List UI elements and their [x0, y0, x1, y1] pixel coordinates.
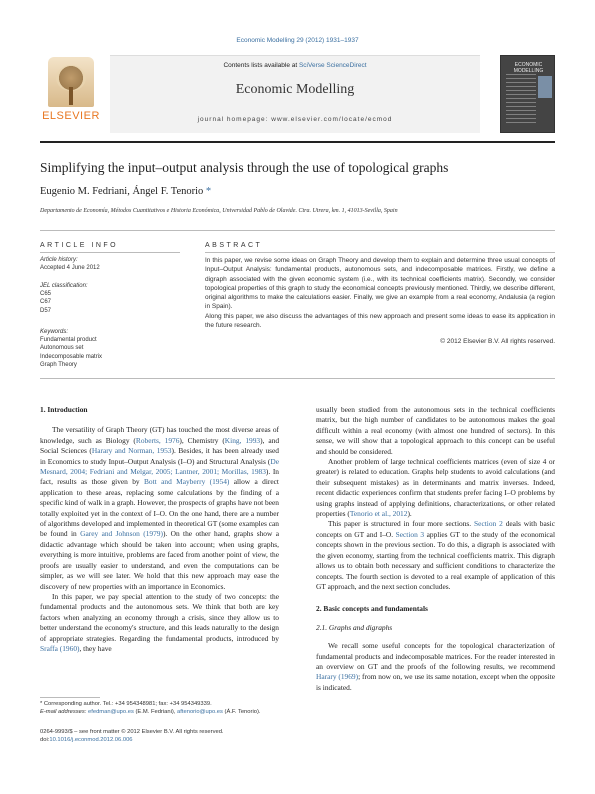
cover-title: ECONOMIC MODELLING	[513, 62, 544, 74]
paper-title: Simplifying the input–output analysis through the use of topological graphs	[40, 160, 449, 175]
page-footer	[40, 728, 320, 744]
citation-link[interactable]: Sraffa (1960)	[40, 643, 80, 653]
section-heading: 2. Basic concepts and fundamentals	[316, 604, 428, 614]
keywords-label: Keywords:	[40, 329, 69, 335]
masthead-banner	[110, 55, 480, 133]
citation-link[interactable]: Tenorio et al., 2012	[349, 509, 408, 519]
jel-label: JEL classification:	[40, 283, 88, 289]
abstract-heading: ABSTRACT	[205, 242, 263, 249]
paragraph: usually been studied from the autonomous sets in the technical coefficients matrix, but the high number of candidates to be autonomous makes the goal difficult within a real economy (with almost one hundred of sectors). In this sense, we will show that a topological approach to this concept can be useful and should be considered.	[316, 405, 555, 456]
citation-link[interactable]: King, 1993	[224, 435, 261, 445]
masthead	[40, 55, 555, 137]
citation-link[interactable]: Bott and Mayberry (1954)	[144, 477, 230, 487]
paragraph: In this paper, we pay special attention to the study of two concepts: the fundamental products and the autonomous sets. We think that both are key factors when analyzing an economy through a crisis, since they allow us to better understand the economy's structure, and this leads naturally to the design of appropriate strategies. Regarding the fundamental products, introduced by Sraffa (1960), they have	[40, 591, 279, 653]
jel-code: C65	[40, 291, 52, 298]
citation-link[interactable]: Roberts, 1976	[135, 435, 180, 445]
email-line: E-mail addresses: efedman@upo.es (E.M. Fedriani), aftenorio@upo.es (Á.F. Tenorio).	[40, 709, 261, 715]
section-link[interactable]: Section 3	[395, 529, 425, 539]
contents-prefix: Contents lists available at	[223, 62, 299, 69]
keyword: Fundamental product	[40, 337, 97, 344]
citation-link[interactable]: Harary (1969)	[316, 672, 359, 682]
section-link[interactable]: Section 2	[474, 519, 503, 529]
history-value: Accepted 4 June 2012	[40, 265, 100, 272]
corresponding-author-note: * Corresponding author. Tel.: +34 954348981; fax: +34 954349339.	[40, 701, 212, 707]
keyword: Graph Theory	[40, 361, 77, 368]
email-link[interactable]: aftenorio@upo.es	[177, 709, 223, 715]
abstract-text-2: Along this paper, we also discuss the advantages of this new approach and present some ideas to ease its application in the future research.	[205, 312, 555, 330]
citation-link[interactable]: Garey and Johnson (1979)	[80, 529, 163, 539]
affiliation: Departamento de Economía, Métodos Cuantitativos e Historia Económica, Universidad Pablo de Olavide. Ctra. Utrera, km. 1, 41013-Sevilla, Spain	[40, 208, 398, 214]
section-heading: 1. Introduction	[40, 405, 88, 414]
journal-reference[interactable]: Economic Modelling 29 (2012) 1931–1937	[236, 37, 359, 44]
subsection-heading: 2.1. Graphs and digraphs	[316, 622, 393, 632]
keyword: Indecomposable matrix	[40, 353, 103, 360]
paragraph: The versatility of Graph Theory (GT) has touched the most diverse areas of knowledge, such as Biology (Roberts, 1976), Chemistry (King, 1993), and Social Sciences (Harary and Norman, 1953). Besides, it has been already used in Economics to study Input–Output Analysis (I–O) and Structural Analysis (De Mesnard, 2004; Fedriani and Melgar, 2005; Lantner, 2001; Morillas, 1983). In fact, results as those given by Bott and Mayberry (1954) allow a direct application to these areas, replacing some calculations by the finding of a specific kind of walk in a graph. However, the prospects of graphs have not been totally exploited yet in the context of I–O. On the one hand, there are a number of algorithms developed and implemented in theoretical GT (some examples can be found in Garey and Johnson (1979)). On the other hand, graphs show a didactic advantage which should be taken into account; when using graphs, everything is more intuitive, problems are faced from another point of view, the proofs are usually easier to understand, and even the computations can be simpler, as we will see later. We hold that this new approach may ease the discovery of new properties with an importance in Economics.	[40, 425, 280, 591]
paragraph: This paper is structured in four more sections. Section 2 deals with basic concepts on GT and I–O. Section 3 applies GT to the study of the economical concepts shown in the previous section. To do this, a digraph is associated with the given economy, starting from the technical coefficients matrix. This digraph allows us to obtain both necessary and sufficient conditions to characterize the concepts. The fourth section is devoted to a real example of application of this GT approach, and the next section concludes.	[316, 519, 555, 591]
journal-cover[interactable]	[500, 55, 555, 133]
header-divider	[40, 141, 555, 143]
jel-code: D57	[40, 307, 52, 314]
abstract-heading-rule	[205, 252, 555, 253]
abstract-copyright: © 2012 Elsevier B.V. All rights reserved.	[440, 338, 555, 345]
citation-link[interactable]: Harary and Norman, 1953	[91, 446, 172, 456]
keywords	[40, 328, 180, 369]
jel-code: C67	[40, 299, 52, 306]
paragraph: Another problem of large technical coefficients matrices (even of size 4 or greater) is related to education. Graphs help students to avoid calculations (and their subsequent mistakes) as in determinants and matrix inverses. Indeed, recent didactic experiences confirm that students prefer facing I–O problems by using graphs instead of applying definitions, characterizations, or other related properties (Tenorio et al., 2012).	[316, 457, 555, 519]
issn-line: 0264-9993/$ – see front matter © 2012 Elsevier B.V. All rights reserved.	[40, 729, 224, 735]
contents-line	[110, 62, 480, 69]
doi-link[interactable]: 10.1016/j.econmod.2012.06.006	[49, 737, 133, 743]
journal-homepage[interactable]: journal homepage: www.elsevier.com/locate/ecmod	[197, 116, 393, 123]
info-top-divider	[40, 230, 555, 231]
tree-icon	[48, 57, 94, 107]
paragraph: We recall some useful concepts for the topological characterization of fundamental products and indecomposable matrices. For the reader interested in an overview on GT and the proofs of the following results, we recommend Harary (1969); from now on, we use its same notation, except when the opposite is indicated.	[316, 641, 555, 692]
publisher-name: ELSEVIER	[42, 110, 100, 122]
keyword: Autonomous set	[40, 345, 84, 352]
body-top-divider	[40, 378, 555, 379]
email-link[interactable]: efedman@upo.es	[88, 709, 134, 715]
article-history	[40, 256, 180, 272]
history-label: Article history:	[40, 257, 78, 263]
doi-line: doi:10.1016/j.econmod.2012.06.006	[40, 737, 133, 743]
left-column	[40, 405, 279, 654]
journal-title: Economic Modelling	[235, 82, 355, 97]
info-heading-rule	[40, 252, 180, 253]
sciencedirect-link[interactable]: SciVerse ScienceDirect	[298, 62, 367, 69]
elsevier-logo[interactable]	[40, 55, 102, 127]
abstract-text: In this paper, we revise some ideas on Graph Theory and develop them to explain and determine three usual concepts of Input–Output Analysis: fundamental products, autonomous sets, and indecomposable matrices. Firstly, we define a digraph associated with the given economic system (i.e., with its technical coefficients matrix). Secondly, we consider topological properties of this graph to study the economical concepts previously mentioned. Thirdly, we describe different, original algorithms to make the calculations easier. Finally, we give an example from a real economy, Andalusia (a region in Spain).	[205, 257, 555, 311]
authors	[40, 186, 211, 197]
cover-image	[538, 76, 552, 98]
article-info-heading: ARTICLE INFO	[40, 242, 119, 249]
author-names: Eugenio M. Fedriani, Ángel F. Tenorio	[40, 186, 204, 197]
footnote	[40, 700, 320, 716]
cover-text-lines	[506, 74, 536, 124]
jel-classification	[40, 282, 180, 315]
abstract-body	[205, 256, 555, 330]
citation-link[interactable]: De Mesnard, 2004; Fedriani and Melgar, 2005; Lantner, 2001; Morillas, 1983	[40, 456, 279, 477]
corresponding-author-mark[interactable]: *	[205, 186, 212, 197]
footnote-rule	[40, 697, 100, 698]
right-column	[316, 405, 555, 693]
